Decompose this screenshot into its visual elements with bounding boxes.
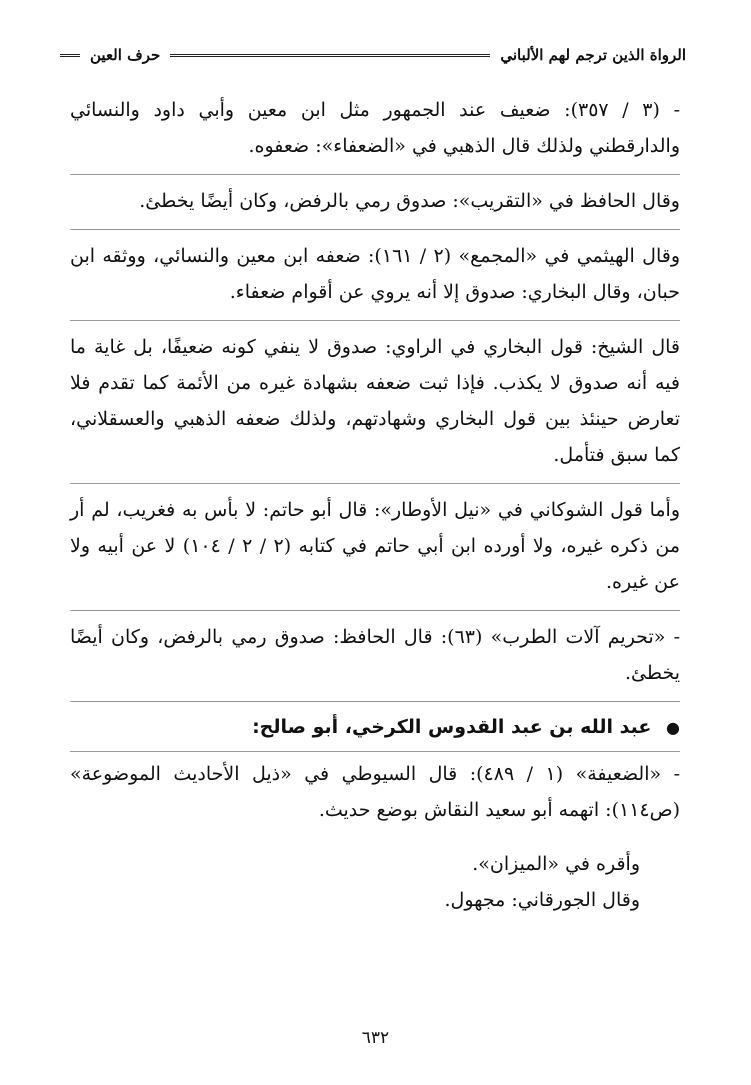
paragraph: قال الشيخ: قول البخاري في الراوي: صدوق لا ينفي كونه ضعيفًا، بل غاية ما فيه أنه صدوق لا يكذب. فإذا ثبت ضعفه بشهادة غيره من الأئمة كما تقدم فلا تعارض حينئذ بين قول البخاري وشهادتهم، ولذلك ضعفه الذهبي والعسقلاني، كما سبق فتأمل. — [70, 329, 680, 484]
running-header — [60, 40, 686, 70]
book-title: الرواة الذين ترجم لهم الألباني — [500, 46, 686, 64]
section-title: حرف العين — [90, 46, 161, 64]
main-text — [70, 92, 680, 918]
bullet-icon: ● — [666, 718, 680, 737]
paragraph: وقال الهيثمي في «المجمع» (٢ / ١٦١): ضعفه ابن معين والنسائي، ووثقه ابن حبان، وقال البخاري: صدوق إلا أنه يروي عن أقوام ضعفاء. — [70, 238, 680, 321]
paragraph: - «تحريم آلات الطرب» (٦٣): قال الحافظ: صدوق رمي بالرفض، وكان أيضًا يخطئ. — [70, 619, 680, 702]
entry-heading-text: عبد الله بن عبد القدوس الكرخي، أبو صالح: — [252, 716, 652, 738]
paragraph: - (٣ / ٣٥٧): ضعيف عند الجمهور مثل ابن معين وأبي داود والنسائي والدارقطني ولذلك قال الذهبي في «الضعفاء»: ضعفوه. — [70, 92, 680, 175]
paragraph: وأما قول الشوكاني في «نيل الأوطار»: قال أبو حاتم: لا بأس به فغريب، لم أر من ذكره غيره، ولا أورده ابن أبي حاتم في كتابه (٢ / ٢ / ١٠٤) لا عن أبيه ولا عن غيره. — [70, 492, 680, 611]
header-rule — [170, 54, 490, 57]
paragraph: - «الضعيفة» (١ / ٤٨٩): قال السيوطي في «ذيل الأحاديث الموضوعة» (ص١١٤): اتهمه أبو سعيد النقاش بوضع حديث. — [70, 763, 680, 821]
entry-heading — [70, 710, 680, 752]
paragraph: وقال الحافظ في «التقريب»: صدوق رمي بالرفض، وكان أيضًا يخطئ. — [70, 183, 680, 230]
header-end-rule — [60, 54, 80, 57]
indented-line: وأقره في «الميزان». — [472, 853, 640, 875]
page-number: ٦٣٢ — [361, 1028, 390, 1048]
indented-line: وقال الجورقاني: مجهول. — [444, 889, 640, 911]
